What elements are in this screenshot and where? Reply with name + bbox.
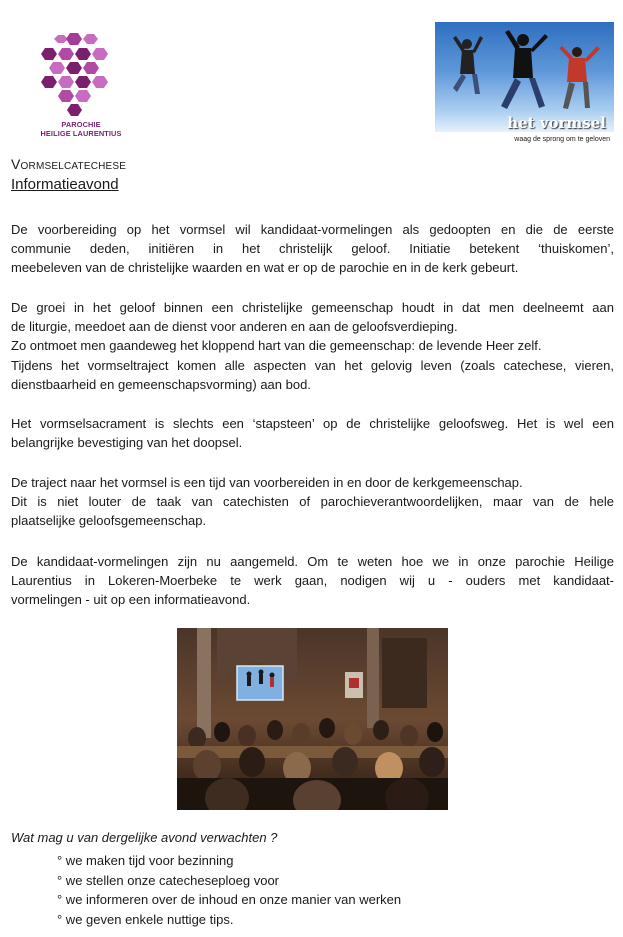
banner-title: het vormsel [507, 114, 606, 132]
parish-logo [36, 30, 126, 142]
paragraph-line: Het vormselsacrament is slechts een ‘stapsteen’ op de christelijke geloofsweg. Het is wel een [11, 416, 614, 431]
paragraph-line: De voorbereiding op het vormsel wil kandidaat-vormelingen als gedoopten en die de eerste [11, 222, 614, 237]
paragraph-line: plaatselijke geloofsgemeenschap. [11, 513, 207, 529]
list-item: ° we maken tijd voor bezinning [57, 853, 234, 868]
vormsel-banner [435, 22, 614, 154]
paragraph-line: Laurentius in Lokeren-Moerbeke te werk gaan, nodigen wij u - ouders met kandidaat- [11, 573, 614, 589]
paragraph-3 [11, 414, 614, 452]
paragraph-line: communie deden, initiëren in het christelijk geloof. Initiatie betekent ‘thuiskomen’, [11, 241, 614, 257]
list-item: ° we informeren over de inhoud en onze manier van werken [57, 892, 402, 907]
paragraph-line: vormelingen - uit op een informatieavond. [11, 592, 251, 608]
paragraph-2 [11, 298, 614, 394]
logo-line-parochie: PAROCHIE [61, 120, 101, 129]
list-item: ° we geven enkele nuttige tips. [57, 911, 234, 927]
paragraph-line: De kandidaat-vormelingen zijn nu aangemeld. Om te weten hoe we in onze parochie Heilige [11, 554, 614, 569]
paragraph-line: meebeleven van de christelijke waarden en wat er op de parochie en in de kerk gebeurt. [11, 260, 519, 276]
paragraph-line: De traject naar het vormsel is een tijd van voorbereiden in en door de kerkgemeenschap. [11, 475, 523, 490]
paragraph-line: Dit is niet louter de taak van catechisten of parochieverantwoordelijken, maar van de hele [11, 494, 614, 510]
paragraph-line: dienstbaarheid en gemeenschapsvorming) aan bod. [11, 376, 311, 392]
grape-cluster-icon [36, 30, 126, 120]
section-kicker: Vormselcatechese [11, 156, 127, 172]
paragraph-line: De groei in het geloof binnen een christelijke gemeenschap houdt in dat men deelneemt aan [11, 300, 614, 315]
paragraph-4 [11, 473, 614, 531]
banner-subtitle: waag de sprong om te geloven [514, 136, 610, 143]
expectations-list [57, 851, 401, 929]
page-title: Informatieavond [11, 176, 119, 193]
paragraph-line: belangrijke bevestiging van het doopsel. [11, 435, 243, 451]
logo-line-name: HEILIGE LAURENTIUS [40, 129, 122, 138]
expectations-question: Wat mag u van dergelijke avond verwachten ? [11, 830, 278, 845]
list-item: ° we stellen onze catecheseploeg voor [57, 872, 280, 888]
paragraph-line: de liturgie, meedoet aan de dienst voor anderen en aan de geloofsverdieping. [11, 319, 458, 335]
church-audience-photo [177, 628, 448, 810]
paragraph-1 [11, 220, 614, 278]
paragraph-5 [11, 552, 614, 610]
paragraph-line: Tijdens het vormseltraject komen alle aspecten van het gelovig leven (zoals catechese, vieren, [11, 357, 614, 373]
paragraph-line: Zo ontmoet men gaandeweg het kloppend hart van die gemeenschap: de levende Heer zelf. [11, 338, 542, 354]
